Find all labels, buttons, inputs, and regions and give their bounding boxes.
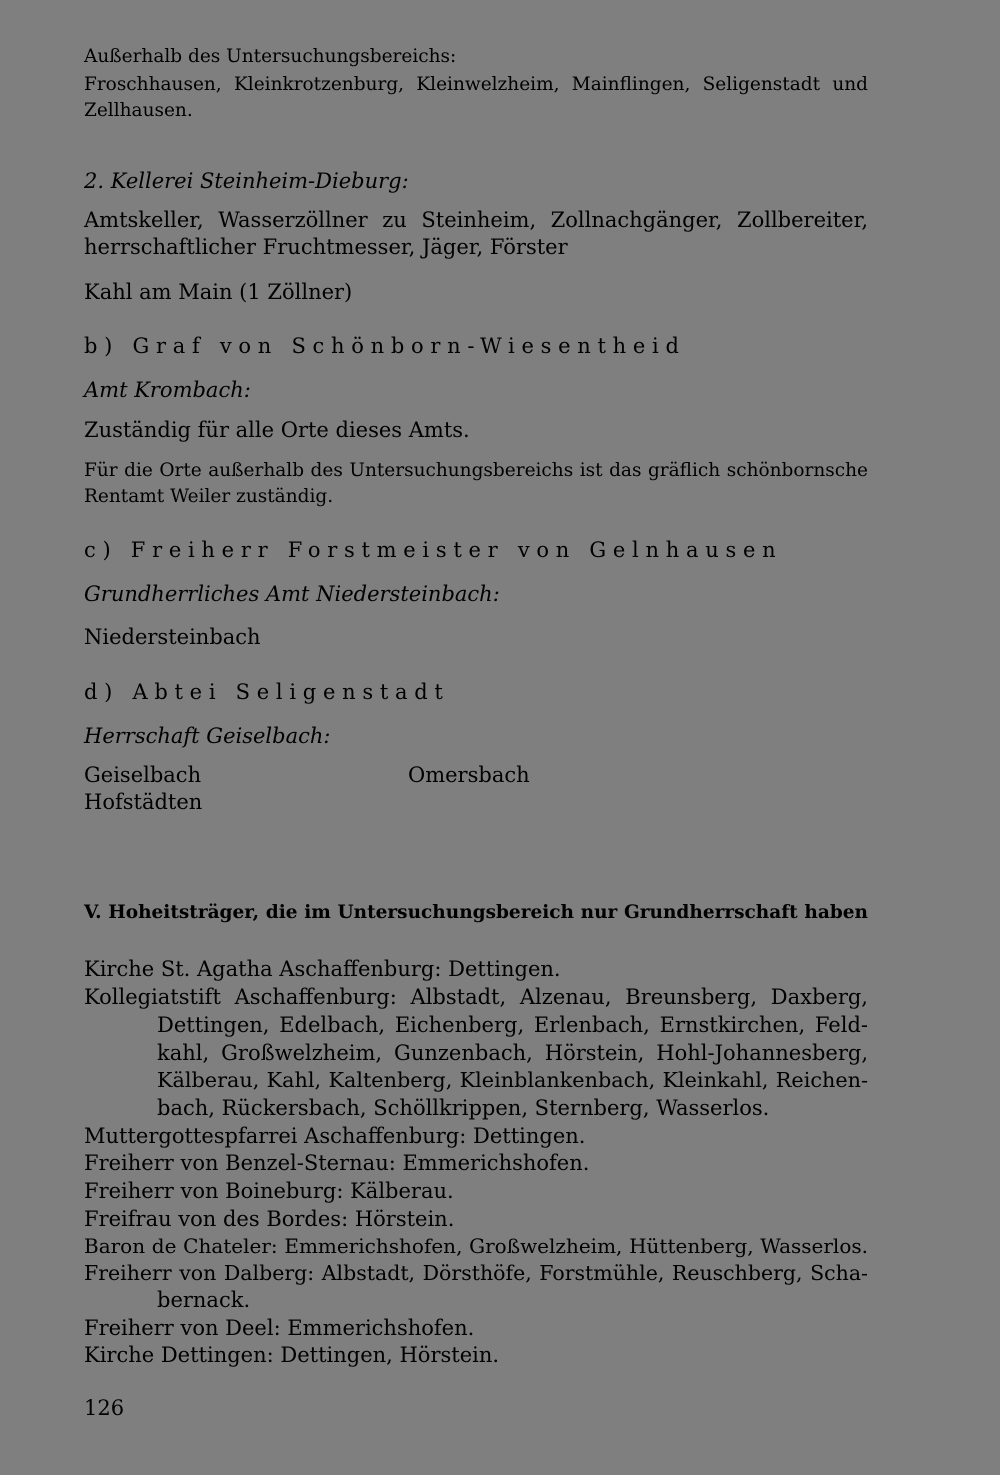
text-line: Freiherr von Boineburg: Kälberau.	[84, 1179, 454, 1203]
text-line: Freiherr von Deel: Emmerichshofen.	[84, 1316, 475, 1340]
text-line: Kirche St. Agatha Aschaffenburg: Dettingen.	[84, 957, 561, 981]
text-line: Rentamt Weiler zuständig.	[84, 486, 334, 507]
text-line: Kirche Dettingen: Dettingen, Hörstein.	[84, 1343, 500, 1367]
subsection-heading: Amt Krombach:	[84, 378, 251, 402]
subsection-heading: Herrschaft Geiselbach:	[84, 724, 331, 748]
text-line: Freiherr von Dalberg: Albstadt, Dörsthöfe, Forstmühle, Reuschberg, Scha-	[84, 1261, 868, 1285]
subsection-heading: Grundherrliches Amt Niedersteinbach:	[84, 582, 500, 606]
place-name: Hofstädten	[84, 790, 203, 814]
place-name: Geiselbach	[84, 763, 202, 787]
text-line: Kollegiatstift Aschaffenburg: Albstadt, Alzenau, Breunsberg, Daxberg,	[84, 985, 868, 1009]
chapter-heading: V. Hoheitsträger, die im Untersuchungsbereich nur Grundherrschaft haben	[84, 902, 868, 923]
text-line: Freifrau von des Bordes: Hörstein.	[84, 1207, 455, 1231]
text-line: Kälberau, Kahl, Kaltenberg, Kleinblankenbach, Kleinkahl, Reichen-	[157, 1068, 868, 1092]
text-line: Freiherr von Benzel-Sternau: Emmerichshofen.	[84, 1151, 590, 1175]
text-line: Für die Orte außerhalb des Untersuchungsbereichs ist das gräflich schönbornsche	[84, 460, 868, 481]
text-line: Zuständig für alle Orte dieses Amts.	[84, 418, 470, 442]
text-line: Baron de Chateler: Emmerichshofen, Großwelzheim, Hüttenberg, Wasserlos.	[84, 1234, 868, 1258]
text-line: Dettingen, Edelbach, Eichenberg, Erlenbach, Ernstkirchen, Feld-	[157, 1013, 868, 1037]
text-line: Außerhalb des Untersuchungsbereichs:	[84, 46, 457, 67]
text-line: herrschaftlicher Fruchtmesser, Jäger, Förster	[84, 235, 568, 259]
page-number: 126	[84, 1396, 125, 1420]
place-name: Omersbach	[408, 763, 530, 787]
text-line: Amtskeller, Wasserzöllner zu Steinheim, Zollnachgänger, Zollbereiter,	[84, 208, 868, 232]
text-line: bach, Rückersbach, Schöllkrippen, Sternberg, Wasserlos.	[157, 1096, 770, 1120]
text-line: kahl, Großwelzheim, Gunzenbach, Hörstein, Hohl-Johannesberg,	[157, 1041, 868, 1065]
section-heading: 2. Kellerei Steinheim-Dieburg:	[84, 169, 409, 193]
section-heading: d) Abtei Seligenstadt	[84, 680, 450, 704]
text-line: Muttergottespfarrei Aschaffenburg: Dettingen.	[84, 1124, 586, 1148]
text-line: Niedersteinbach	[84, 625, 261, 649]
text-line: bernack.	[157, 1288, 251, 1312]
text-line: Zellhausen.	[84, 100, 193, 121]
section-heading: b) Graf von Schönborn-Wiesentheid	[84, 334, 686, 358]
text-line: Kahl am Main (1 Zöllner)	[84, 280, 353, 304]
section-heading: c) Freiherr Forstmeister von Gelnhausen	[84, 538, 783, 562]
text-line: Froschhausen, Kleinkrotzenburg, Kleinwelzheim, Mainflingen, Seligenstadt und	[84, 74, 868, 95]
